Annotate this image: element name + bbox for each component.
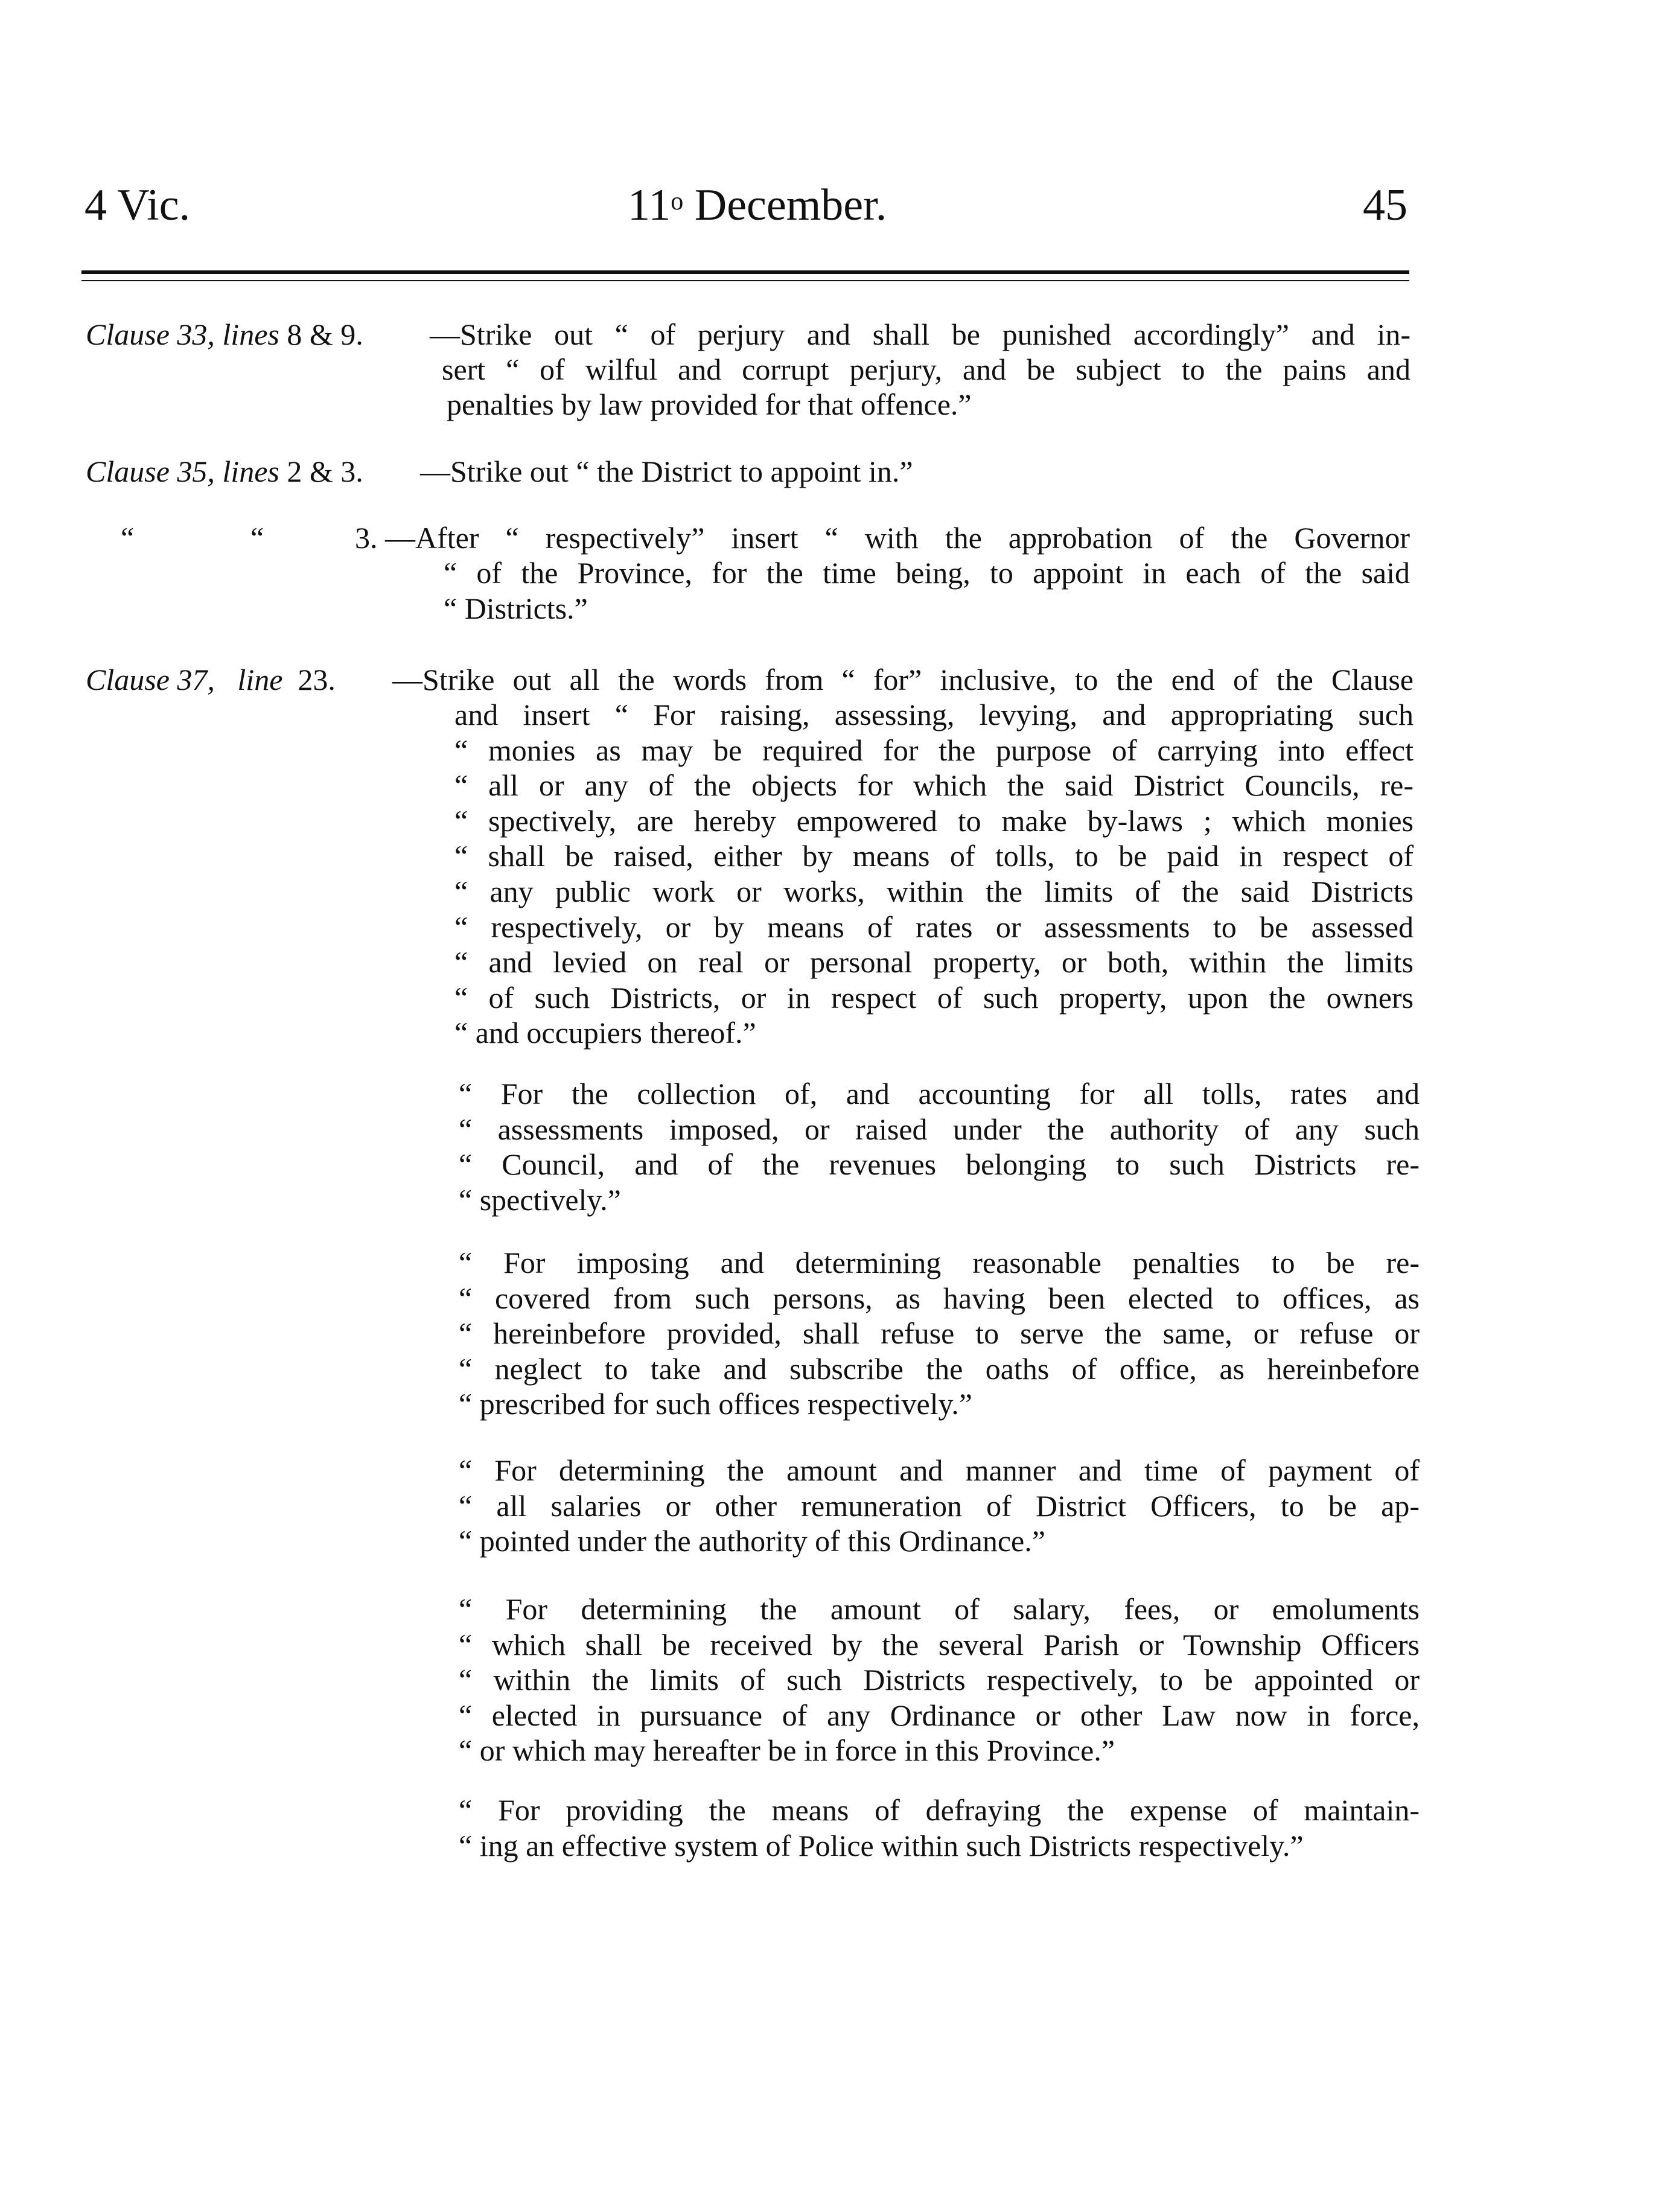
text-line: “ For determining the amount and manner and time of payment of (459, 1453, 1420, 1487)
text-line: “ of such Districts, or in respect of such property, upon the owners (454, 980, 1414, 1015)
clause-35b-text (385, 520, 1410, 556)
text-line: “ which shall be received by the several Parish or Township Officers (459, 1627, 1420, 1662)
text-line: “ prescribed for such offices respectively.” (459, 1387, 973, 1421)
text-line: “ elected in pursuance of any Ordinance or other Law now in force, (459, 1698, 1420, 1732)
text-line: “ and levied on real or personal property, or both, within the limits (454, 945, 1414, 980)
clause-37-label: Clause 37, line 23. (86, 663, 336, 696)
header-day: 11 (628, 180, 671, 230)
paragraph-fees (459, 1592, 1420, 1768)
text-line: “ all or any of the objects for which the said District Councils, re- (454, 768, 1414, 803)
header-ordinal: o (671, 188, 684, 215)
text-line: “ any public work or works, within the limits of the said Districts (454, 874, 1414, 908)
clause-33-text-cont (442, 352, 1411, 387)
text-line: “ respectively, or by means of rates or assessments to be assessed (454, 910, 1414, 944)
clause-35b-ref: 3. (355, 521, 378, 555)
clause-37-text-cont (454, 697, 1414, 1051)
header-rule-thin (81, 280, 1409, 281)
text-line: “ covered from such persons, as having been elected to offices, as (459, 1281, 1420, 1315)
text-line: penalties by law provided for that offence.” (447, 387, 972, 421)
header-left: 4 Vic. (84, 180, 191, 230)
header-month: December. (694, 180, 887, 230)
text-line: “ Council, and of the revenues belonging to such Districts re- (459, 1147, 1420, 1182)
text-line: “ neglect to take and subscribe the oaths of office, as hereinbefore (459, 1351, 1420, 1386)
text-line: “ within the limits of such Districts respectively, to be appointed or (459, 1663, 1420, 1697)
clause-35-text: —Strike out “ the District to appoint in.” (420, 454, 913, 488)
header-date (628, 181, 887, 229)
paragraph-collection (459, 1076, 1420, 1217)
page-number: 45 (1363, 180, 1407, 230)
clause-33-label: Clause 33, lines 8 & 9. (86, 317, 363, 351)
clause-33-text-end (447, 387, 972, 422)
text-line: “ ing an effective system of Police within such Districts respectively.” (459, 1828, 1304, 1863)
text-line: “ all salaries or other remuneration of District Officers, to be ap- (459, 1488, 1420, 1523)
text-line: “ For the collection of, and accounting for all tolls, rates and (459, 1077, 1420, 1111)
ditto-mark: “ (121, 521, 135, 555)
text-line: “ Districts.” (444, 591, 588, 625)
clause-33-text (430, 317, 1411, 352)
paragraph-penalties (459, 1245, 1420, 1422)
text-line: “ For providing the means of defraying the expense of maintain- (459, 1793, 1420, 1827)
paragraph-salaries (459, 1453, 1420, 1559)
text-line: sert “ of wilful and corrupt perjury, and be subject to the pains and (442, 352, 1411, 386)
clause-35b-text-cont (444, 555, 1410, 626)
paragraph-police (459, 1793, 1420, 1863)
text-line: “ and occupiers thereof.” (454, 1016, 756, 1050)
text-line: “ monies as may be required for the purpose of carrying into effect (454, 733, 1414, 767)
text-line: “ pointed under the authority of this Ordinance.” (459, 1524, 1045, 1558)
text-line: “ spectively.” (459, 1182, 621, 1217)
clause-37-text (392, 662, 1414, 698)
text-line: “ of the Province, for the time being, to appoint in each of the said (444, 556, 1410, 590)
text-line: —Strike out all the words from “ for” inclusive, to the end of the Clause (392, 663, 1414, 696)
text-line: “ assessments imposed, or raised under the authority of any such (459, 1112, 1420, 1146)
text-line: “ For imposing and determining reasonable penalties to be re- (459, 1246, 1420, 1280)
text-line: “ spectively, are hereby empowered to make by-laws ; which monies (454, 803, 1414, 838)
text-line: —Strike out “ of perjury and shall be punished accordingly” and in- (430, 317, 1411, 351)
text-line: “ For determining the amount of salary, fees, or emoluments (459, 1592, 1420, 1626)
text-line: —After “ respectively” insert “ with the approbation of the Governor (385, 521, 1410, 555)
clause-35-label: Clause 35, lines 2 & 3. (86, 454, 363, 488)
text-line: “ shall be raised, either by means of tolls, to be paid in respect of (454, 839, 1414, 873)
text-line: “ or which may hereafter be in force in this Province.” (459, 1733, 1115, 1768)
ditto-mark: “ (250, 521, 264, 555)
header-rule-thick (81, 270, 1409, 274)
text-line: and insert “ For raising, assessing, levying, and appropriating such (454, 698, 1414, 731)
text-line: “ hereinbefore provided, shall refuse to serve the same, or refuse or (459, 1316, 1420, 1351)
